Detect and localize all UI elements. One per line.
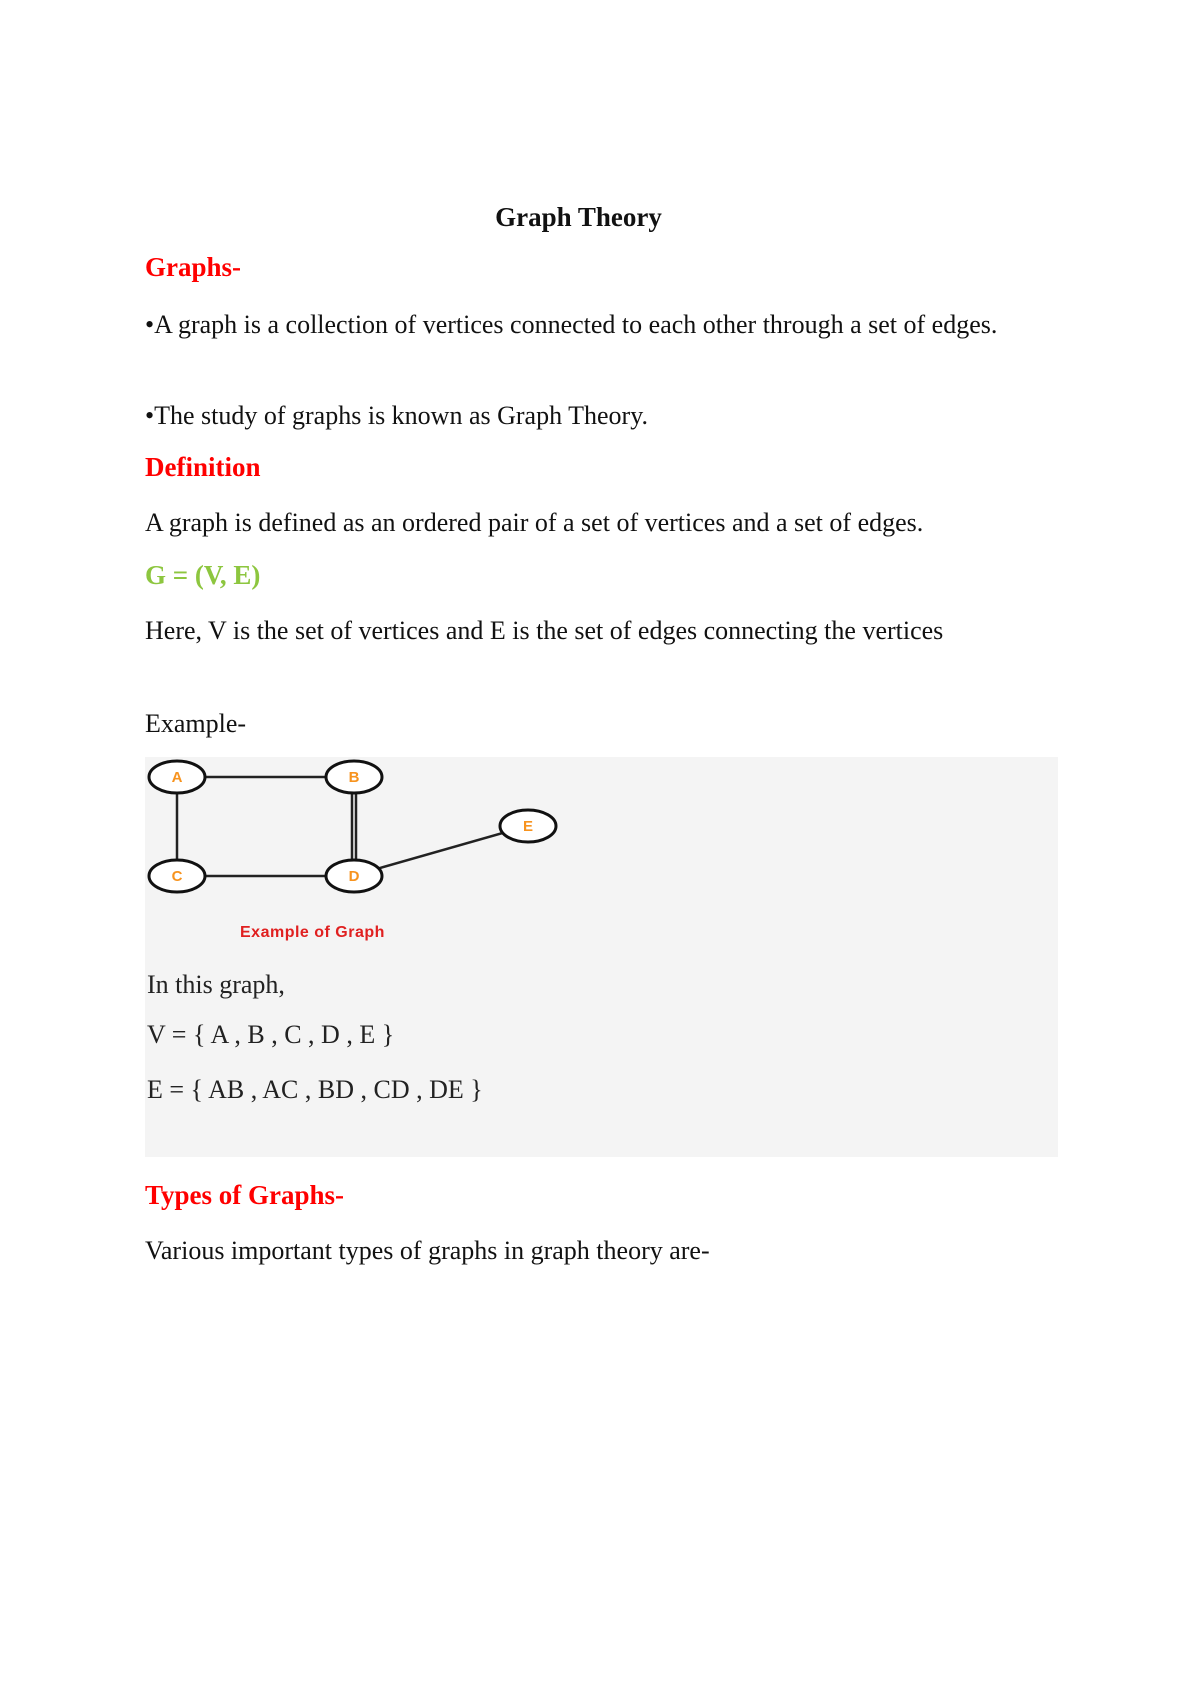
example-label: Example- (145, 709, 247, 738)
example-box (145, 757, 1058, 1157)
vertex-d-label: D (348, 868, 360, 885)
vertex-b-label: B (348, 769, 360, 786)
types-text: Various important types of graphs in graph theory are- (145, 1236, 710, 1265)
edge-set: E = { AB , AC , BD , CD , DE } (147, 1075, 483, 1104)
vertex-b (326, 761, 382, 793)
page-title: Graph Theory (495, 202, 662, 232)
explanation-text: Here, V is the set of vertices and E is the set of edges connecting the vertices (145, 616, 944, 645)
vertex-c (149, 860, 205, 892)
vertex-e-label: E (522, 818, 534, 835)
types-heading: Types of Graphs- (145, 1180, 345, 1210)
graphs-bullet-1: •A graph is a collection of vertices connected to each other through a set of edges. (145, 310, 998, 339)
graph-caption: Example of Graph (240, 924, 385, 941)
vertex-a (149, 761, 205, 793)
vertex-a-label: A (171, 769, 183, 786)
vertex-d (326, 860, 382, 892)
graphs-heading: Graphs- (145, 252, 242, 282)
graph-formula: G = (V, E) (145, 560, 261, 590)
definition-text: A graph is defined as an ordered pair of a set of vertices and a set of edges. (145, 508, 924, 537)
vertex-set: V = { A , B , C , D , E } (147, 1020, 395, 1049)
graphs-bullet-2: •The study of graphs is known as Graph Theory. (145, 401, 649, 430)
example-graph-diagram (145, 757, 1058, 957)
vertex-c-label: C (171, 868, 183, 885)
definition-heading: Definition (145, 452, 261, 482)
vertex-e (500, 810, 556, 842)
example-intro: In this graph, (147, 970, 285, 999)
